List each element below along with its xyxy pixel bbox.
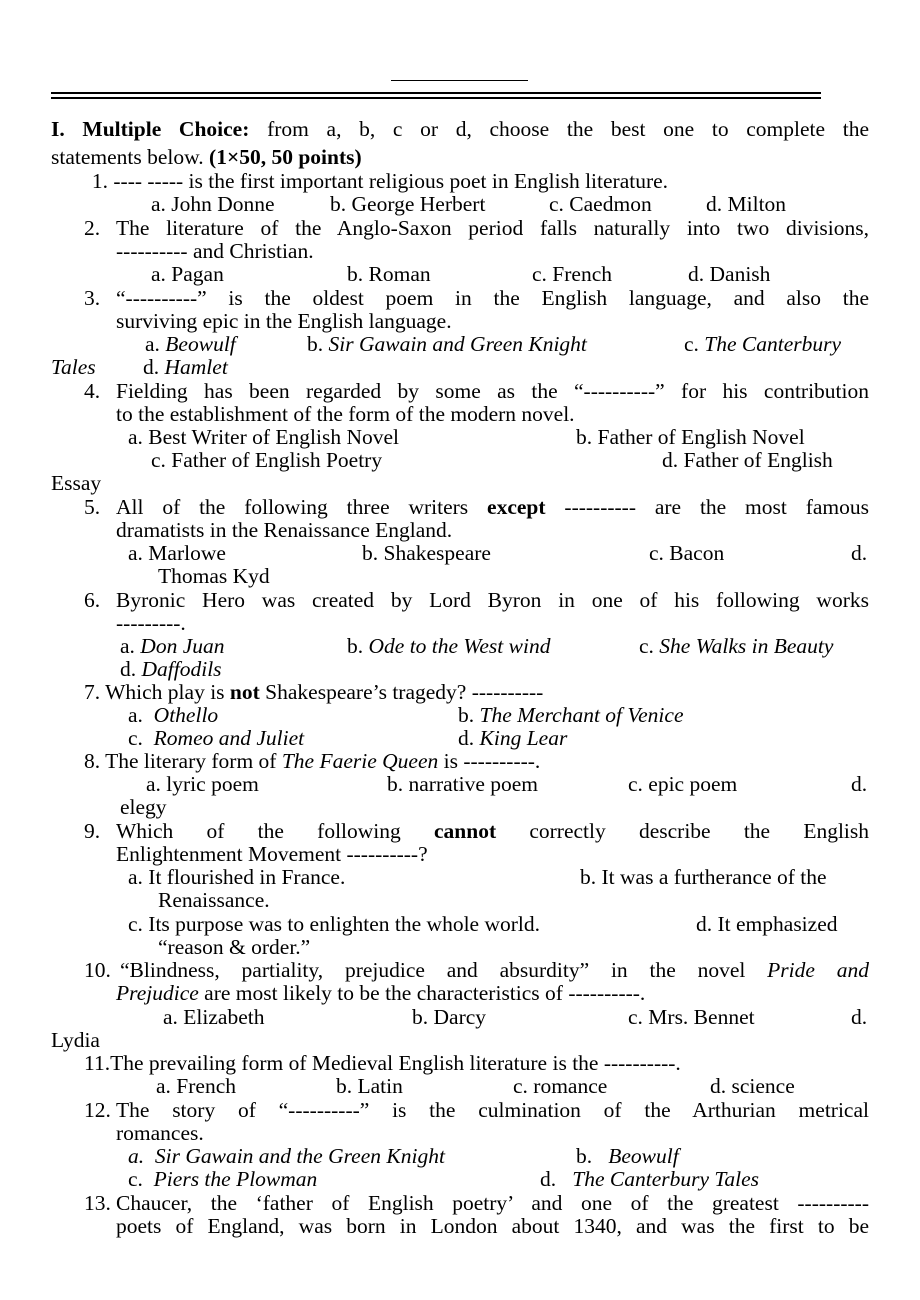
question-1: 1. ---- ----- is the first important religious poet in English literature. <box>91 169 669 193</box>
q10-option-c[interactable]: c. Mrs. Bennet <box>628 1005 755 1029</box>
q9-option-a[interactable]: a. It flourished in France. <box>128 865 346 889</box>
q9-option-b[interactable]: b. It was a furtherance of the <box>580 865 827 889</box>
q9-option-b-cont: Renaissance. <box>158 888 270 912</box>
question-10: “Blindness, partiality, prejudice and absurdity” in the novel Pride and <box>120 958 869 982</box>
question-2-num: 2. <box>84 216 101 240</box>
q6-option-d[interactable]: d. Daffodils <box>120 657 222 681</box>
section-instruction-line1 <box>51 118 869 141</box>
question-10-cont: Prejudice are most likely to be the characteristics of ----------. <box>116 981 646 1005</box>
q9-option-d-cont: “reason & order.” <box>158 935 311 959</box>
question-2-cont: ---------- and Christian. <box>116 239 314 263</box>
q3-option-a[interactable]: a. Beowulf <box>145 332 236 356</box>
q12-option-d[interactable]: d. The Canterbury Tales <box>540 1167 759 1191</box>
q3-option-b[interactable]: b. Sir Gawain and Green Knight <box>307 332 587 356</box>
question-5-cont: dramatists in the Renaissance England. <box>116 518 453 542</box>
q1-option-a[interactable]: a. John Donne <box>151 192 275 216</box>
q10-option-a[interactable]: a. Elizabeth <box>163 1005 265 1029</box>
q5-option-d-label[interactable]: d. <box>851 541 868 565</box>
q6-option-c[interactable]: c. She Walks in Beauty <box>639 634 834 658</box>
q2-option-a[interactable]: a. Pagan <box>151 262 224 286</box>
q8-option-d-label[interactable]: d. <box>851 772 868 796</box>
question-2: The literature of the Anglo-Saxon period falls naturally into two divisions, <box>116 216 869 240</box>
q4-option-a[interactable]: a. Best Writer of English Novel <box>128 425 400 449</box>
question-7: 7. Which play is not Shakespeare’s tragedy? ---------- <box>84 680 544 704</box>
question-9: Which of the following cannot correctly describe the English <box>116 819 870 843</box>
q8-option-b[interactable]: b. narrative poem <box>387 772 539 796</box>
q4-option-d-cont: Essay <box>51 471 102 495</box>
question-12-num: 12. <box>84 1098 111 1122</box>
q8-option-d[interactable]: elegy <box>120 795 167 819</box>
question-4-num: 4. <box>84 379 101 403</box>
q4-option-c[interactable]: c. Father of English Poetry <box>151 448 383 472</box>
q12-option-b[interactable]: b. Beowulf <box>576 1144 679 1168</box>
question-8: 8. The literary form of The Faerie Queen is ----------. <box>84 749 541 773</box>
question-13-num: 13. <box>84 1191 111 1215</box>
q12-option-a[interactable]: a. Sir Gawain and the Green Knight <box>128 1144 445 1168</box>
question-9-cont: Enlightenment Movement ----------? <box>116 842 428 866</box>
q11-option-a[interactable]: a. French <box>156 1074 236 1098</box>
q3-option-d[interactable]: d. Hamlet <box>143 355 228 379</box>
q5-option-b[interactable]: b. Shakespeare <box>362 541 491 565</box>
q1-option-c[interactable]: c. Caedmon <box>549 192 652 216</box>
question-9-num: 9. <box>84 819 101 843</box>
question-3-cont: surviving epic in the English language. <box>116 309 452 333</box>
q10-option-b[interactable]: b. Darcy <box>412 1005 487 1029</box>
q3-option-c-cont: Tales <box>51 355 96 379</box>
section-title: I. Multiple Choice: <box>51 117 250 141</box>
q7-option-a[interactable]: a. Othello <box>128 703 219 727</box>
q11-option-d[interactable]: d. science <box>710 1074 795 1098</box>
question-13-cont: poets of England, was born in London about 1340, and was the first to be <box>116 1214 869 1238</box>
question-6-num: 6. <box>84 588 101 612</box>
q11-option-c[interactable]: c. romance <box>513 1074 608 1098</box>
question-5: All of the following three writers except ---------- are the most famous <box>116 495 870 519</box>
q9-option-c[interactable]: c. Its purpose was to enlighten the whole world. <box>128 912 540 936</box>
question-6: Byronic Hero was created by Lord Byron in one of his following works <box>116 588 869 612</box>
q2-option-c[interactable]: c. French <box>532 262 612 286</box>
section-points: (1×50, 50 points) <box>209 145 362 169</box>
q1-option-b[interactable]: b. George Herbert <box>330 192 486 216</box>
q4-option-b[interactable]: b. Father of English Novel <box>576 425 805 449</box>
q9-option-d[interactable]: d. It emphasized <box>696 912 838 936</box>
question-3: “----------” is the oldest poem in the English language, and also the <box>116 286 869 310</box>
question-6-cont: ---------. <box>116 611 186 635</box>
q6-option-a[interactable]: a. Don Juan <box>120 634 225 658</box>
q5-option-c[interactable]: c. Bacon <box>649 541 725 565</box>
q5-option-a[interactable]: a. Marlowe <box>128 541 226 565</box>
question-12-cont: romances. <box>116 1121 204 1145</box>
q8-option-c[interactable]: c. epic poem <box>628 772 738 796</box>
header-double-rule <box>51 92 821 99</box>
q2-option-d[interactable]: d. Danish <box>688 262 771 286</box>
q3-option-c[interactable]: c. The Canterbury <box>684 332 842 356</box>
question-5-num: 5. <box>84 495 101 519</box>
q7-option-c[interactable]: c. Romeo and Juliet <box>128 726 305 750</box>
section-instruction-line2: statements below. (1×50, 50 points) <box>51 145 362 169</box>
q10-option-d[interactable]: Lydia <box>51 1028 100 1052</box>
q7-option-d[interactable]: d. King Lear <box>458 726 568 750</box>
q8-option-a[interactable]: a. lyric poem <box>146 772 259 796</box>
q7-option-b[interactable]: b. The Merchant of Venice <box>458 703 684 727</box>
section-instruction: from a, b, c or d, choose the best one to complete the <box>267 117 869 141</box>
question-3-num: 3. <box>84 286 101 310</box>
question-4-cont: to the establishment of the form of the modern novel. <box>116 402 575 426</box>
question-11: 11.The prevailing form of Medieval English literature is the ----------. <box>84 1051 681 1075</box>
q4-option-d[interactable]: d. Father of English <box>662 448 833 472</box>
q2-option-b[interactable]: b. Roman <box>347 262 431 286</box>
header-short-rule <box>391 80 528 81</box>
q1-option-d[interactable]: d. Milton <box>706 192 787 216</box>
q11-option-b[interactable]: b. Latin <box>336 1074 403 1098</box>
question-13: Chaucer, the ‘father of English poetry’ and one of the greatest ---------- <box>116 1191 869 1215</box>
q5-option-d[interactable]: Thomas Kyd <box>158 564 270 588</box>
q6-option-b[interactable]: b. Ode to the West wind <box>347 634 551 658</box>
question-4: Fielding has been regarded by some as the “----------” for his contribution <box>116 379 869 403</box>
question-10-num: 10. <box>84 958 111 982</box>
question-12: The story of “----------” is the culmination of the Arthurian metrical <box>116 1098 869 1122</box>
q12-option-c[interactable]: c. Piers the Plowman <box>128 1167 318 1191</box>
q10-option-d-label[interactable]: d. <box>851 1005 868 1029</box>
